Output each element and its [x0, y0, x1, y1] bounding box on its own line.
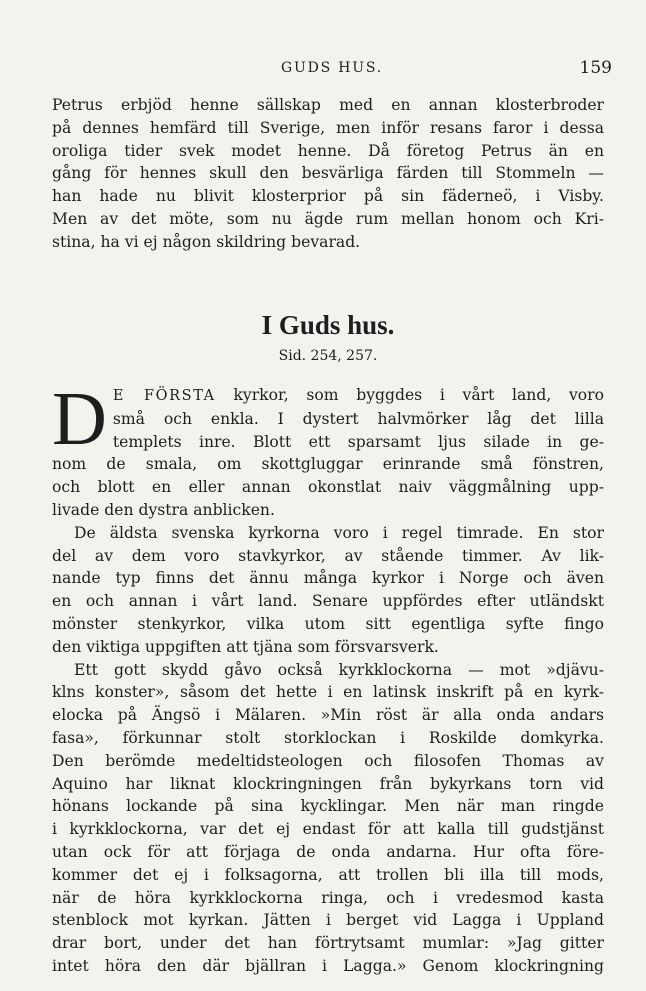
- text-line: drar bort, under det han förtrytsamt mumlar: »Jag gitter: [52, 934, 604, 953]
- running-title: GUDS HUS.: [281, 60, 383, 76]
- chapter-reference: Sid. 254, 257.: [278, 348, 378, 364]
- text-line: Men av det möte, som nu ägde rum mellan honom och Kri-: [52, 209, 604, 228]
- text-line: del av dem voro stavkyrkor, av stående timmer. Av lik-: [52, 546, 604, 565]
- small-caps-opening: E FÖRSTA: [112, 388, 216, 404]
- text-line: på dennes hemfärd till Sverige, men inför resans faror i dessa: [52, 118, 604, 137]
- text-line: stenblock mot kyrkan. Jätten i berget vid Lagga i Uppland: [52, 911, 604, 930]
- text-line: hönans lockande på sina kycklingar. Men när man ringde: [52, 797, 604, 816]
- text-line: utan ock för att förjaga de onda andarna. Hur ofta före-: [52, 842, 604, 861]
- text-line: livade den dystra anblicken.: [52, 500, 275, 519]
- text-line: Aquino har liknat klockringningen från bykyrkans torn vid: [52, 774, 604, 793]
- text-line: en och annan i vårt land. Senare uppfördes efter utländskt: [52, 592, 604, 611]
- intro-paragraph: [52, 94, 604, 254]
- text-line: i kyrkklockorna, var det ej endast för att kalla till gudstjänst: [52, 820, 604, 839]
- running-head: [52, 56, 612, 80]
- text-line: stina, ha vi ej någon skildring bevarad.: [52, 232, 361, 251]
- chapter-title: I Guds hus.: [261, 310, 395, 340]
- text-line: han hade nu blivit klosterprior på sin fäderneö, i Visby.: [52, 187, 604, 206]
- text-line: elocka på Ängsö i Mälaren. »Min röst är alla onda andars: [52, 706, 604, 725]
- text-line: mönster stenkyrkor, vilka utom sitt egentliga syfte fingo: [52, 614, 604, 633]
- text-line: den viktiga uppgiften att tjäna som försvarsverk.: [52, 637, 439, 656]
- text-line-rest: kyrkor, som byggdes i vårt land, voro: [215, 386, 604, 404]
- text-line: små och enkla. I dystert halvmörker låg det lilla: [112, 409, 604, 428]
- text-line: nom de smala, om skottgluggar erinrande små fönstren,: [52, 455, 604, 474]
- text-line: templets inre. Blott ett sparsamt ljus silade in ge-: [112, 432, 604, 451]
- text-line: Den berömde medeltidsteologen och filosofen Thomas av: [52, 751, 604, 770]
- third-paragraph: [52, 659, 604, 978]
- text-line: Ett gott skydd gåvo också kyrkklockorna — mot »djävu-: [74, 660, 604, 679]
- text-line: och blott en eller annan okonstlat naiv väggmålning upp-: [52, 478, 604, 497]
- text-line: Petrus erbjöd henne sällskap med en annan klosterbroder: [52, 96, 604, 114]
- text-line: gång för hennes skull den besvärliga färden till Stommeln —: [52, 164, 604, 183]
- second-paragraph: [52, 522, 604, 659]
- text-line: fasa», förkunnar stolt storklockan i Roskilde domkyrka.: [52, 728, 604, 747]
- text-line: klns konster», såsom det hette i en latinsk inskrift på en kyrk-: [52, 683, 604, 702]
- text-line: nande typ finns det ännu många kyrkor i Norge och även: [52, 569, 604, 588]
- drop-cap: D: [52, 377, 107, 461]
- first-paragraph: [52, 377, 604, 522]
- page-number: 159: [579, 58, 612, 78]
- text-line: [52, 384, 604, 408]
- text-line: intet höra den där bjällran i Lagga.» Genom klockringning: [52, 956, 604, 975]
- text-line: kommer det ej i folksagorna, att trollen bli illa till mods,: [52, 865, 604, 884]
- text-line: när de höra kyrkklockorna ringa, och i vredesmod kasta: [52, 888, 604, 907]
- chapter-body: [52, 377, 604, 978]
- text-line: De äldsta svenska kyrkorna voro i regel timrade. En stor: [74, 523, 604, 542]
- text-line: oroliga tider svek modet henne. Då företog Petrus än en: [52, 141, 604, 160]
